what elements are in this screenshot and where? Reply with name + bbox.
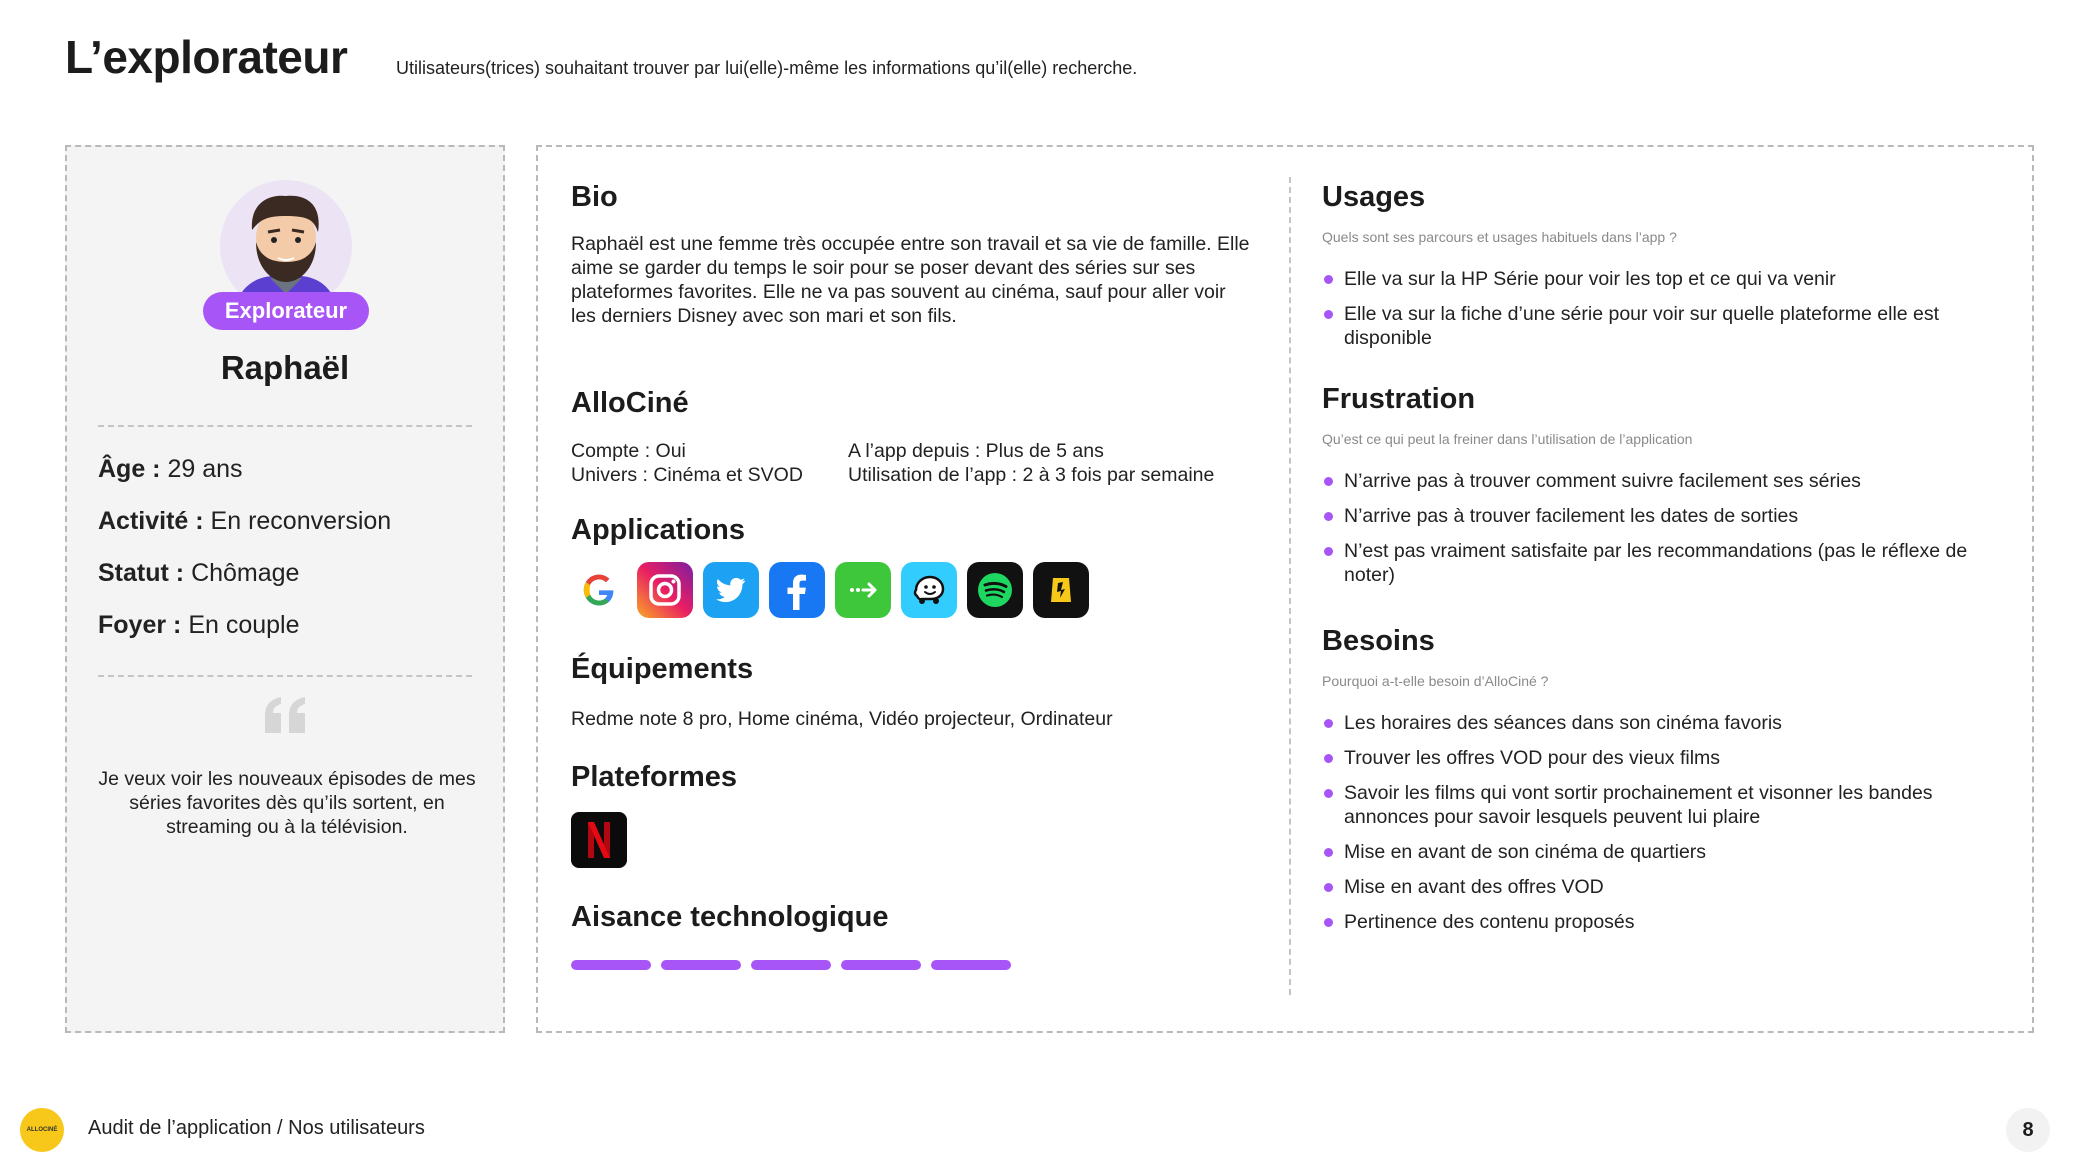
bullet-icon bbox=[1324, 754, 1333, 763]
tech-level-bars bbox=[571, 960, 1011, 970]
bio-heading: Bio bbox=[571, 181, 618, 213]
fact-activite bbox=[98, 507, 391, 536]
equipements-heading: Équipements bbox=[571, 653, 754, 685]
bullet-icon bbox=[1324, 512, 1333, 521]
equipements-text: Redme note 8 pro, Home cinéma, Vidéo projecteur, Ordinateur bbox=[571, 708, 1113, 730]
list-item-text: Mise en avant des offres VOD bbox=[1344, 876, 1604, 898]
besoins-list bbox=[1322, 711, 2012, 945]
list-item-text: Trouver les offres VOD pour des vieux films bbox=[1344, 747, 1721, 769]
bullet-icon bbox=[1324, 547, 1333, 556]
allocine-logo bbox=[20, 1108, 64, 1152]
fact-label: Activité : bbox=[98, 507, 204, 535]
bullet-icon bbox=[1324, 719, 1333, 728]
divider bbox=[98, 675, 472, 677]
persona-details bbox=[536, 145, 2034, 1033]
page-number: 8 bbox=[2006, 1108, 2050, 1152]
spotify-icon bbox=[967, 562, 1023, 618]
usages-question: Quels sont ses parcours et usages habituels dans l’app ? bbox=[1322, 229, 1677, 245]
fact-age bbox=[98, 455, 243, 484]
persona-card bbox=[65, 145, 505, 1033]
bullet-icon bbox=[1324, 275, 1333, 284]
bullet-icon bbox=[1324, 477, 1333, 486]
bullet-icon bbox=[1324, 883, 1333, 892]
page-title: L’explorateur bbox=[65, 31, 348, 83]
list-item bbox=[1322, 267, 2012, 291]
fact-value: En couple bbox=[188, 611, 300, 639]
list-item-text: Savoir les films qui vont sortir prochainement et visonner les bandes annonces pour savoir lesquels peuvent lui plaire bbox=[1344, 782, 1933, 828]
applications-heading: Applications bbox=[571, 514, 746, 546]
list-item-text: Elle va sur la HP Série pour voir les top et ce qui va venir bbox=[1344, 268, 1836, 290]
list-item bbox=[1322, 781, 2012, 829]
waze-icon bbox=[901, 562, 957, 618]
bullet-icon bbox=[1324, 918, 1333, 927]
frustration-list bbox=[1322, 469, 2012, 598]
bullet-icon bbox=[1324, 789, 1333, 798]
tech-level-bar bbox=[571, 960, 651, 970]
usages-heading: Usages bbox=[1322, 181, 1426, 213]
tech-level-bar bbox=[751, 960, 831, 970]
allocine-heading: AlloCiné bbox=[571, 387, 689, 419]
list-item bbox=[1322, 875, 2012, 899]
persona-type-badge: Explorateur bbox=[203, 292, 369, 330]
transfer-app-icon bbox=[835, 562, 891, 618]
fact-label: Statut : bbox=[98, 559, 185, 587]
page-subtitle: Utilisateurs(trices) souhaitant trouver par lui(elle)-même les informations qu’il(elle) recherche. bbox=[396, 58, 1138, 78]
fact-value: Chômage bbox=[191, 559, 300, 587]
list-item bbox=[1322, 302, 2012, 350]
facebook-icon bbox=[769, 562, 825, 618]
twitter-icon bbox=[703, 562, 759, 618]
fact-label: Foyer : bbox=[98, 611, 182, 639]
besoins-heading: Besoins bbox=[1322, 625, 1435, 657]
list-item-text: Pertinence des contenu proposés bbox=[1344, 911, 1635, 933]
fact-value: En reconversion bbox=[210, 507, 392, 535]
divider bbox=[98, 425, 472, 427]
list-item bbox=[1322, 711, 2012, 735]
allocine-compte: Compte : Oui bbox=[571, 440, 686, 462]
persona-quote: Je veux voir les nouveaux épisodes de mes séries favorites dès qu’ils sortent, en streaming ou à la télévision. bbox=[98, 768, 476, 838]
list-item-text: Les horaires des séances dans son cinéma favoris bbox=[1344, 712, 1782, 734]
yellow-app-icon bbox=[1033, 562, 1089, 618]
list-item-text: Elle va sur la fiche d’une série pour voir sur quelle plateforme elle est disponible bbox=[1344, 303, 1940, 349]
frustration-question: Qu’est ce qui peut la freiner dans l’utilisation de l’application bbox=[1322, 431, 1693, 447]
list-item bbox=[1322, 504, 2012, 528]
quote-icon bbox=[67, 697, 503, 738]
allocine-depuis: A l’app depuis : Plus de 5 ans bbox=[848, 440, 1104, 462]
fact-value: 29 ans bbox=[167, 455, 243, 483]
plateformes-heading: Plateformes bbox=[571, 761, 738, 793]
list-item bbox=[1322, 746, 2012, 770]
list-item-text: N’arrive pas à trouver comment suivre facilement ses séries bbox=[1344, 470, 1861, 492]
logo-text: ALLOCINÉ bbox=[26, 1127, 58, 1133]
tech-level-bar bbox=[841, 960, 921, 970]
frustration-heading: Frustration bbox=[1322, 383, 1476, 415]
fact-statut bbox=[98, 559, 299, 588]
besoins-question: Pourquoi a-t-elle besoin d’AlloCiné ? bbox=[1322, 673, 1549, 689]
applications-list bbox=[571, 562, 1089, 618]
tech-level-bar bbox=[661, 960, 741, 970]
persona-name: Raphaël bbox=[220, 349, 350, 386]
list-item bbox=[1322, 539, 2012, 587]
footer-breadcrumb: Audit de l’application / Nos utilisateurs bbox=[88, 1117, 425, 1139]
column-divider bbox=[1289, 177, 1291, 995]
list-item bbox=[1322, 910, 2012, 934]
usages-list bbox=[1322, 267, 2012, 361]
netflix-icon bbox=[571, 812, 627, 868]
instagram-icon bbox=[637, 562, 693, 618]
bio-text: Raphaël est une femme très occupée entre son travail et sa vie de famille. Elle aime se garder du temps le soir pour se poser devant des séries sur ses plateformes favorites. Elle ne va pas souvent au cinéma, sauf pour aller voir les derniers Disney avec son mari et son fils. bbox=[571, 233, 1250, 327]
list-item-text: N’arrive pas à trouver facilement les dates de sorties bbox=[1344, 505, 1799, 527]
list-item-text: N’est pas vraiment satisfaite par les recommandations (pas le réflexe de noter) bbox=[1344, 540, 1968, 586]
bullet-icon bbox=[1324, 310, 1333, 319]
tech-level-bar bbox=[931, 960, 1011, 970]
aisance-heading: Aisance technologique bbox=[571, 901, 889, 933]
bullet-icon bbox=[1324, 848, 1333, 857]
list-item bbox=[1322, 469, 2012, 493]
fact-label: Âge : bbox=[98, 455, 161, 483]
list-item bbox=[1322, 840, 2012, 864]
fact-foyer bbox=[98, 611, 300, 640]
google-icon bbox=[571, 562, 627, 618]
allocine-univers: Univers : Cinéma et SVOD bbox=[571, 464, 803, 486]
list-item-text: Mise en avant de son cinéma de quartiers bbox=[1344, 841, 1707, 863]
allocine-utilisation: Utilisation de l’app : 2 à 3 fois par semaine bbox=[848, 464, 1215, 486]
